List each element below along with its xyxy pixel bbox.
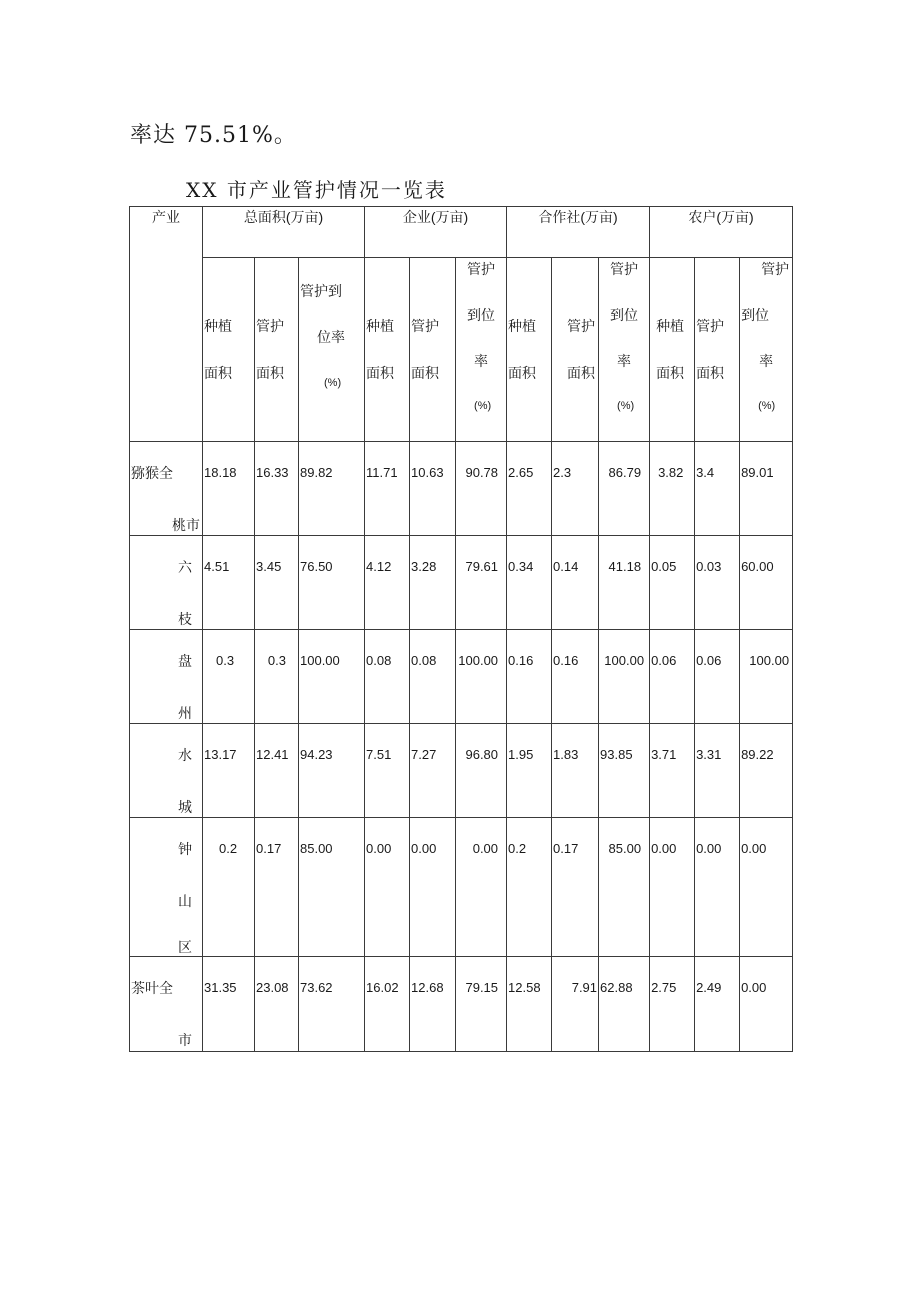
cell-value: 41.18 (608, 559, 642, 574)
data-cell (552, 724, 599, 818)
data-cell (507, 442, 552, 536)
data-cell (650, 630, 695, 724)
cell-value: 100.00 (604, 653, 645, 668)
data-cell (255, 442, 299, 536)
data-cell (456, 818, 507, 957)
data-cell (365, 536, 410, 630)
cell-value: 2.75 (651, 980, 677, 995)
data-cell (552, 536, 599, 630)
header-manage-area: 管护 面积 (255, 258, 299, 442)
cell-value: 3.71 (651, 747, 677, 762)
data-cell (695, 536, 740, 630)
data-cell (599, 536, 650, 630)
table-row-zhongshan (130, 818, 793, 957)
cell-value: 79.61 (465, 559, 499, 574)
cell-value: 1.83 (553, 747, 579, 762)
cell-value: 96.80 (465, 747, 499, 762)
cell-value: 89.82 (300, 465, 333, 480)
data-cell (410, 724, 456, 818)
group-header-enterprise: 企业(万亩) (365, 207, 507, 258)
cell-value: 4.12 (366, 559, 392, 574)
data-cell (203, 724, 255, 818)
cell-value: 0.00 (741, 841, 767, 856)
cell-value: 16.33 (256, 465, 289, 480)
data-cell (365, 957, 410, 1052)
cell-value: 4.51 (204, 559, 230, 574)
cell-value: 62.88 (600, 980, 633, 995)
data-cell (365, 818, 410, 957)
data-cell (740, 818, 793, 957)
header-manage-rate: 管护 到位 率 (%) (599, 258, 650, 442)
cell-value: 0.03 (696, 559, 722, 574)
cell-value: 60.00 (741, 559, 774, 574)
data-cell (552, 630, 599, 724)
data-cell (255, 957, 299, 1052)
cell-value: 0.17 (553, 841, 579, 856)
data-cell (299, 442, 365, 536)
cell-value: 100.00 (300, 653, 340, 668)
cell-value: 0.00 (651, 841, 677, 856)
row-label-kiwi: 猕猴全 桃市 (130, 442, 203, 536)
data-cell (456, 536, 507, 630)
table-row-tea (130, 957, 793, 1052)
data-cell (740, 442, 793, 536)
header-plant-area: 种植 面积 (365, 258, 410, 442)
cell-value: 79.15 (465, 980, 499, 995)
data-cell (203, 957, 255, 1052)
cell-value: 89.01 (741, 465, 774, 480)
cell-value: 90.78 (465, 465, 499, 480)
cell-value: 0.05 (651, 559, 677, 574)
data-cell (299, 724, 365, 818)
table-row-shuicheng (130, 724, 793, 818)
data-cell (599, 724, 650, 818)
row-label-panzhou: 盘 州 (130, 630, 203, 724)
data-cell (740, 957, 793, 1052)
data-cell (650, 442, 695, 536)
cell-value: 0.2 (219, 841, 238, 856)
header-manage-area: 管护 面积 (552, 258, 599, 442)
data-cell (203, 818, 255, 957)
cell-value: 12.68 (411, 980, 444, 995)
cell-value: 94.23 (300, 747, 333, 762)
row-label-tea: 茶叶全 市 (130, 957, 203, 1052)
cell-value: 7.27 (411, 747, 437, 762)
data-cell (695, 957, 740, 1052)
data-cell (507, 818, 552, 957)
cell-value: 3.82 (658, 465, 684, 480)
data-cell (507, 724, 552, 818)
header-manage-rate: 管护到 位率 (%) (299, 258, 365, 442)
data-cell (365, 630, 410, 724)
cell-value: 0.08 (366, 653, 392, 668)
data-cell (599, 818, 650, 957)
cell-value: 16.02 (366, 980, 399, 995)
group-header-farmer: 农户(万亩) (650, 207, 793, 258)
data-cell (507, 536, 552, 630)
data-cell (695, 630, 740, 724)
cell-value: 0.16 (553, 653, 579, 668)
data-cell (695, 724, 740, 818)
data-cell (599, 442, 650, 536)
data-cell (299, 630, 365, 724)
header-row-groups (130, 207, 793, 258)
cell-value: 0.08 (411, 653, 437, 668)
cell-value: 7.51 (366, 747, 392, 762)
header-plant-area: 种植 面积 (507, 258, 552, 442)
data-cell (255, 630, 299, 724)
cell-value: 0.00 (472, 841, 499, 856)
lead-text: 率达 75.51%。 (130, 123, 297, 148)
industry-header: 产业 (130, 207, 203, 442)
header-manage-area: 管护 面积 (410, 258, 456, 442)
data-cell (740, 630, 793, 724)
data-cell (695, 442, 740, 536)
data-cell (410, 442, 456, 536)
cell-value: 18.18 (204, 465, 237, 480)
data-cell (365, 724, 410, 818)
cell-value: 0.00 (411, 841, 437, 856)
cell-value: 0.00 (741, 980, 767, 995)
cell-value: 11.71 (366, 465, 398, 480)
row-label-shuicheng: 水 城 (130, 724, 203, 818)
cell-value: 0.00 (366, 841, 392, 856)
cell-value: 0.2 (508, 841, 527, 856)
data-cell (255, 536, 299, 630)
row-label-liuzhi: 六 枝 (130, 536, 203, 630)
data-cell (456, 724, 507, 818)
data-cell (552, 957, 599, 1052)
header-plant-area: 种植 面积 (203, 258, 255, 442)
data-cell (650, 957, 695, 1052)
table-row-panzhou (130, 630, 793, 724)
data-cell (299, 818, 365, 957)
cell-value: 0.3 (267, 653, 286, 668)
cell-value: 3.45 (256, 559, 282, 574)
data-cell (552, 818, 599, 957)
cell-value: 0.06 (696, 653, 722, 668)
data-cell (456, 442, 507, 536)
cell-value: 12.58 (508, 980, 541, 995)
cell-value: 13.17 (204, 747, 237, 762)
cell-value: 100.00 (458, 653, 499, 668)
cell-value: 7.91 (571, 980, 598, 995)
data-cell (365, 442, 410, 536)
data-cell (410, 536, 456, 630)
table-title: XX 市产业管护情况一览表 (186, 178, 447, 202)
cell-value: 0.16 (508, 653, 534, 668)
header-manage-area: 管护 面积 (695, 258, 740, 442)
table-row-kiwi (130, 442, 793, 536)
row-label-zhongshan: 钟 山 区 (130, 818, 203, 957)
data-cell (203, 442, 255, 536)
data-cell (552, 442, 599, 536)
data-cell (203, 630, 255, 724)
cell-value: 73.62 (300, 980, 333, 995)
data-cell (410, 818, 456, 957)
cell-value: 12.41 (256, 747, 289, 762)
data-cell (740, 536, 793, 630)
cell-value: 10.63 (411, 465, 444, 480)
data-cell (599, 630, 650, 724)
cell-value: 0.00 (696, 841, 722, 856)
header-manage-rate: 管护 到位 率 (%) (456, 258, 507, 442)
cell-value: 85.00 (300, 841, 333, 856)
data-cell (203, 536, 255, 630)
data-cell (695, 818, 740, 957)
cell-value: 0.17 (256, 841, 282, 856)
data-cell (650, 724, 695, 818)
data-cell (507, 630, 552, 724)
data-cell (410, 630, 456, 724)
data-cell (740, 724, 793, 818)
data-cell (456, 630, 507, 724)
cell-value: 93.85 (600, 747, 633, 762)
cell-value: 100.00 (749, 653, 790, 668)
data-cell (299, 536, 365, 630)
data-cell (599, 957, 650, 1052)
data-cell (255, 724, 299, 818)
cell-value: 2.49 (696, 980, 722, 995)
data-cell (507, 957, 552, 1052)
data-cell (650, 536, 695, 630)
cell-value: 0.06 (651, 653, 677, 668)
cell-value: 3.4 (696, 465, 715, 480)
data-cell (255, 818, 299, 957)
cell-value: 2.65 (508, 465, 534, 480)
cell-value: 3.31 (696, 747, 722, 762)
data-cell (410, 957, 456, 1052)
data-cell (299, 957, 365, 1052)
industry-management-table (129, 206, 793, 1052)
cell-value: 0.14 (553, 559, 579, 574)
cell-value: 31.35 (204, 980, 237, 995)
cell-value: 1.95 (508, 747, 534, 762)
cell-value: 23.08 (256, 980, 289, 995)
cell-value: 76.50 (300, 559, 333, 574)
header-manage-rate: 管护 到位 率 (%) (740, 258, 793, 442)
cell-value: 3.28 (411, 559, 437, 574)
data-cell (456, 957, 507, 1052)
header-row-metrics (130, 258, 793, 442)
cell-value: 2.3 (553, 465, 572, 480)
cell-value: 89.22 (741, 747, 774, 762)
data-cell (650, 818, 695, 957)
group-header-total: 总面积(万亩) (203, 207, 365, 258)
cell-value: 86.79 (608, 465, 642, 480)
cell-value: 0.34 (508, 559, 534, 574)
table-row-liuzhi (130, 536, 793, 630)
cell-value: 85.00 (608, 841, 642, 856)
cell-value: 0.3 (216, 653, 235, 668)
header-plant-area: 种植 面积 (650, 258, 695, 442)
group-header-cooperative: 合作社(万亩) (507, 207, 650, 258)
